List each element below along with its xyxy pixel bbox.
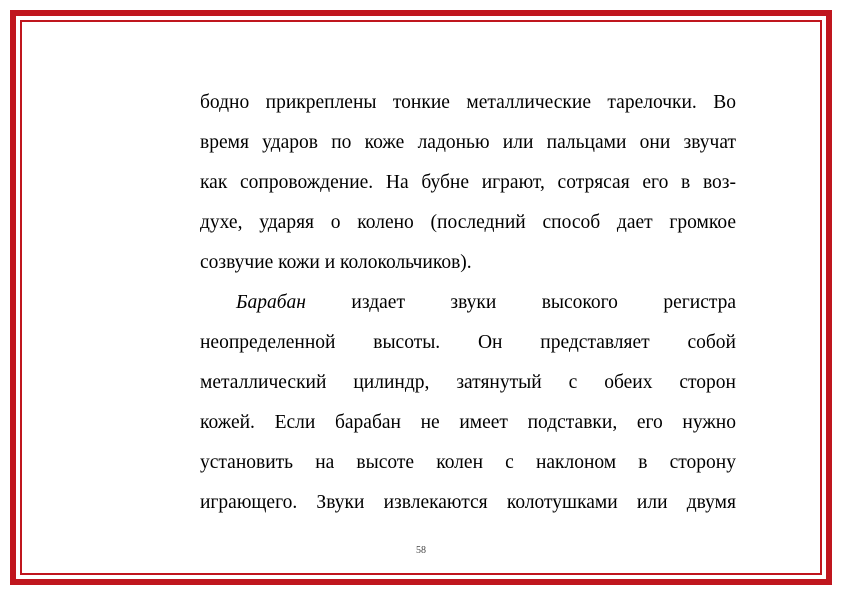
page-number: 58	[416, 545, 426, 556]
paragraph-first-line	[200, 283, 736, 323]
text-line: время ударов по коже ладонью или пальцами они звучат	[200, 132, 736, 153]
text-line: металлический цилиндр, затянутый с обеих сторон	[200, 372, 736, 393]
text-line: бодно прикреплены тонкие металлические тарелочки. Во	[200, 92, 736, 113]
text-line: как сопровождение. На бубне играют, сотрясая его в воз-	[200, 172, 736, 193]
text-line: играющего. Звуки извлекаются колотушками или двумя	[200, 492, 736, 513]
text-line: духе, ударяя о колено (последний способ дает громкое	[200, 212, 736, 233]
body-text	[200, 83, 736, 523]
term-baraban: Барабан	[236, 292, 306, 313]
text-line: неопределенной высоты. Он представляет собой	[200, 332, 736, 353]
paragraph-first-line-rest: издает звуки высокого регистра	[351, 292, 737, 313]
text-line: созвучие кожи и колокольчиков).	[200, 252, 472, 273]
text-line: кожей. Если барабан не имеет подставки, его нужно	[200, 412, 736, 433]
text-line: установить на высоте колен с наклоном в сторону	[200, 452, 736, 473]
